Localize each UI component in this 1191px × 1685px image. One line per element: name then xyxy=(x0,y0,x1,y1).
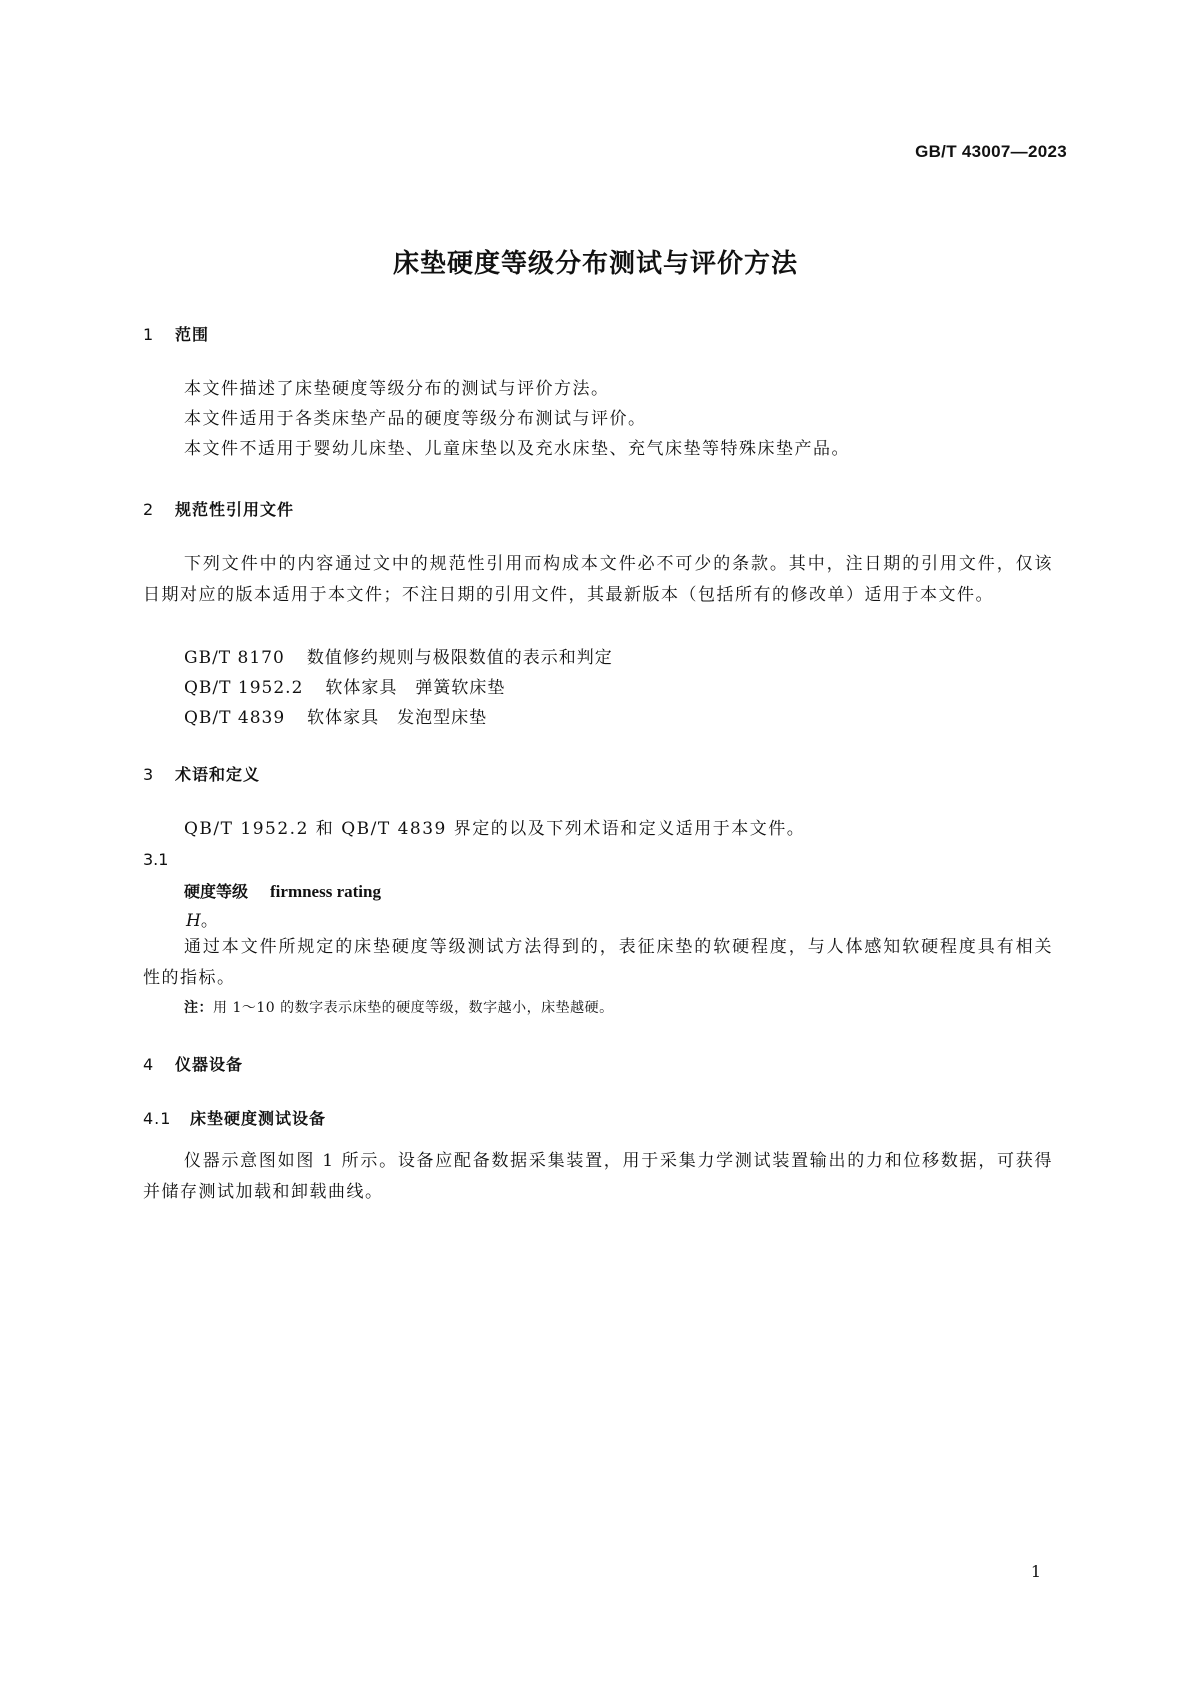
reference-title: 数值修约规则与极限数值的表示和判定 xyxy=(306,648,613,668)
reference-title: 软体家具 发泡型床垫 xyxy=(307,708,488,728)
section-1-title: 范围 xyxy=(175,325,210,344)
term-name-cn: 硬度等级 xyxy=(184,882,249,901)
term-number: 3.1 xyxy=(143,850,169,869)
section-3-title: 术语和定义 xyxy=(175,765,261,784)
term-symbol xyxy=(186,906,218,931)
section-3-heading xyxy=(143,762,260,785)
scope-paragraph-1: 本文件描述了床垫硬度等级分布的测试与评价方法。 xyxy=(184,379,610,399)
subsection-4-1-title: 床垫硬度测试设备 xyxy=(190,1109,327,1128)
term-name-en: firmness rating xyxy=(270,882,381,901)
reference-item xyxy=(184,673,505,698)
section-4-heading xyxy=(143,1052,243,1075)
section-4-number: 4 xyxy=(143,1055,155,1074)
subsection-4-1-number: 4.1 xyxy=(143,1109,172,1128)
note-text: 用 1～10 的数字表示床垫的硬度等级，数字越小，床垫越硬。 xyxy=(213,1000,614,1016)
reference-code: QB/T 1952.2 xyxy=(184,678,304,698)
section-2-heading xyxy=(143,497,294,520)
document-number: GB/T 43007—2023 xyxy=(915,142,1067,161)
section-2-number: 2 xyxy=(143,500,155,519)
section-2-title: 规范性引用文件 xyxy=(175,500,295,519)
document-title: 床垫硬度等级分布测试与评价方法 xyxy=(392,249,798,279)
term-symbol-letter: H xyxy=(186,911,201,931)
section-3-number: 3 xyxy=(143,765,155,784)
term-heading xyxy=(184,879,381,902)
scope-paragraph-3: 本文件不适用于婴幼儿床垫、儿童床垫以及充水床垫、充气床垫等特殊床垫产品。 xyxy=(184,439,850,459)
normative-references-intro: 下列文件中的内容通过文中的规范性引用而构成本文件必不可少的条款。其中，注日期的引用文件，仅该日期对应的版本适用于本文件；不注日期的引用文件，其最新版本（包括所有的修改单）适用于本文件。 xyxy=(143,554,1053,605)
reference-title: 软体家具 弹簧软床垫 xyxy=(325,678,506,698)
terms-intro: QB/T 1952.2 和 QB/T 4839 界定的以及下列术语和定义适用于本文件。 xyxy=(184,819,806,839)
reference-code: QB/T 4839 xyxy=(184,708,286,728)
section-1-heading xyxy=(143,322,209,345)
equipment-paragraph: 仪器示意图如图 1 所示。设备应配备数据采集装置，用于采集力学测试装置输出的力和位移数据，可获得并储存测试加载和卸载曲线。 xyxy=(143,1151,1053,1202)
page-number: 1 xyxy=(1030,1562,1041,1581)
reference-item xyxy=(184,643,613,668)
subsection-4-1-heading xyxy=(143,1106,326,1129)
term-definition: 通过本文件所规定的床垫硬度等级测试方法得到的，表征床垫的软硬程度，与人体感知软硬程度具有相关性的指标。 xyxy=(143,937,1053,988)
section-1-number: 1 xyxy=(143,325,155,344)
term-symbol-suffix: 。 xyxy=(200,911,218,931)
reference-item xyxy=(184,703,487,728)
reference-code: GB/T 8170 xyxy=(184,648,285,668)
section-4-title: 仪器设备 xyxy=(175,1055,244,1074)
note-label: 注： xyxy=(184,1000,213,1016)
term-note xyxy=(184,997,614,1017)
scope-paragraph-2: 本文件适用于各类床垫产品的硬度等级分布测试与评价。 xyxy=(184,409,647,429)
